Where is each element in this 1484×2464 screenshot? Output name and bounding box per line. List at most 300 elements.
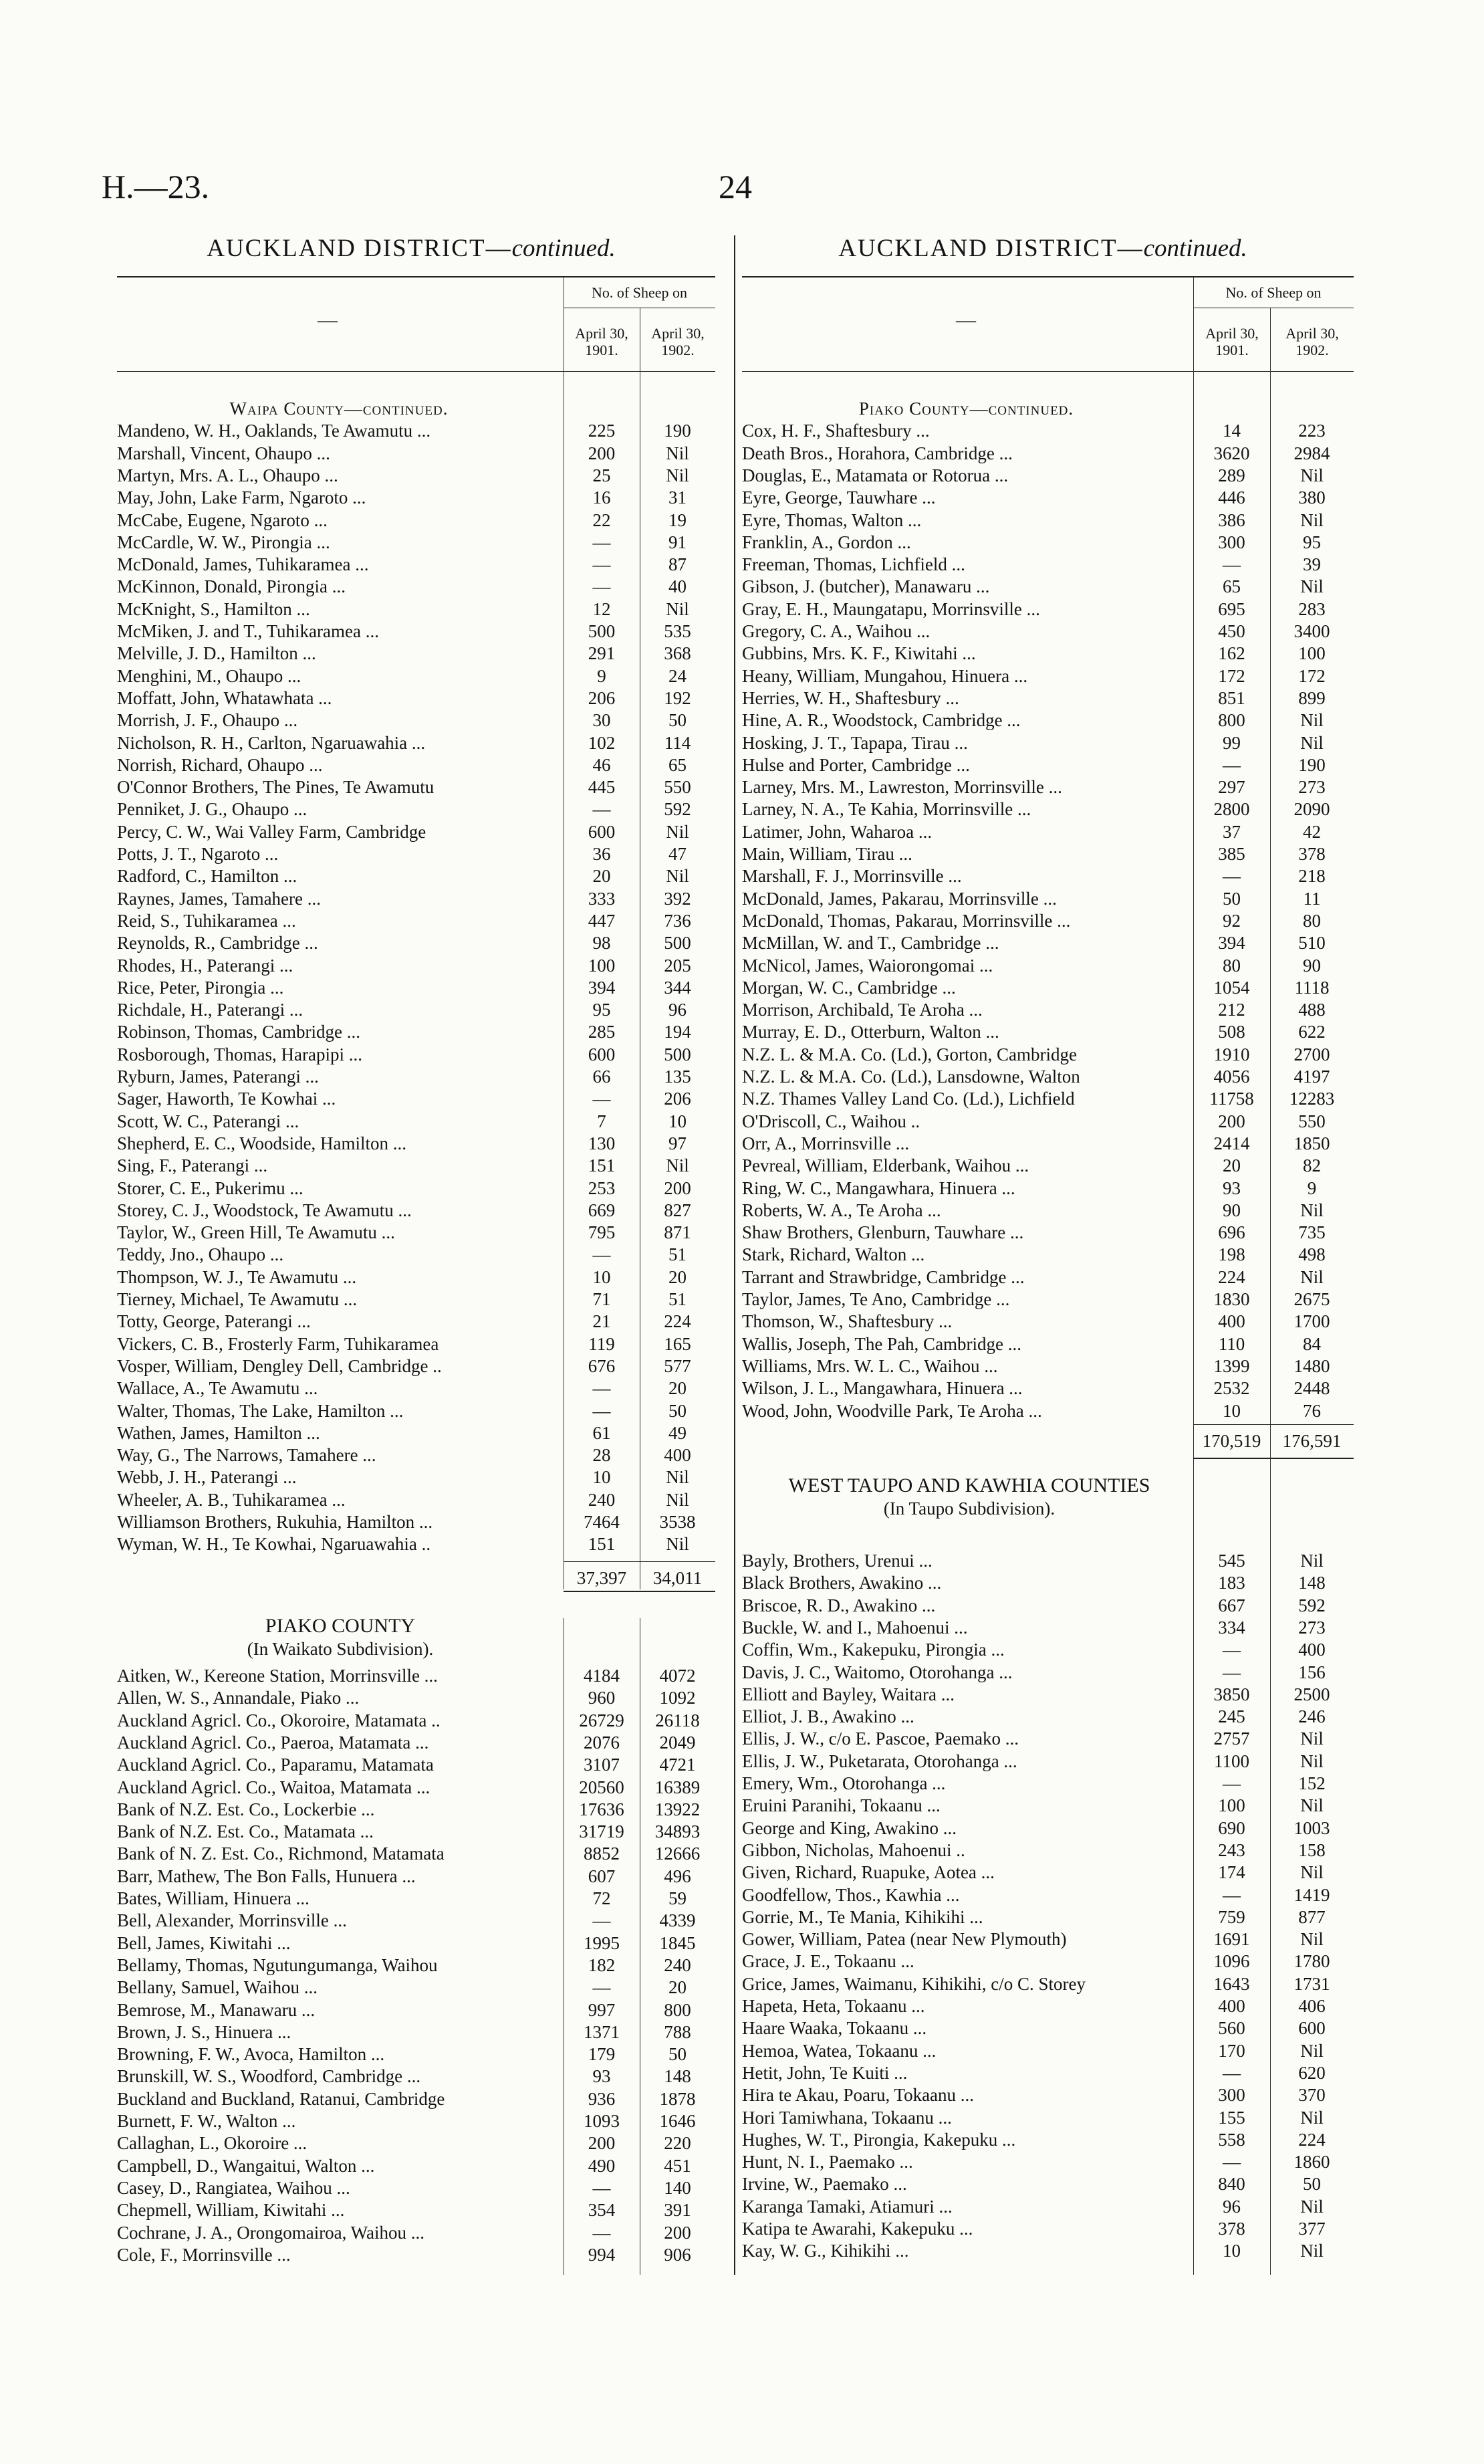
owner-name: Larney, N. A., Te Kahia, Morrinsville ... xyxy=(742,799,1031,820)
table-row xyxy=(742,687,1354,709)
owner-name: Thomson, W., Shaftesbury ... xyxy=(742,1311,953,1332)
sheep-count-1901: 960 xyxy=(588,1688,616,1708)
owner-name: Hulse and Porter, Cambridge ... xyxy=(742,754,970,775)
owner-name: Black Brothers, Awakino ... xyxy=(742,1573,942,1593)
table-row xyxy=(117,1377,715,1399)
sheep-count-1902: 84 xyxy=(1303,1333,1321,1354)
sheep-count-1901: — xyxy=(592,2177,611,2198)
table-row xyxy=(742,1817,1354,1839)
table-row xyxy=(742,1244,1354,1266)
left-head-bottom-rule xyxy=(117,371,715,372)
owner-name: Burnett, F. W., Walton ... xyxy=(117,2111,296,2131)
west-taupo-heading xyxy=(769,1474,1170,1520)
table-row xyxy=(742,821,1354,843)
left-total-1902: 34,011 xyxy=(652,1568,703,1588)
table-row xyxy=(742,1639,1354,1661)
sheep-count-1901: 334 xyxy=(1218,1617,1245,1638)
sheep-count-1902: 246 xyxy=(1298,1706,1326,1727)
sheep-count-1901: — xyxy=(1223,866,1241,887)
table-row xyxy=(742,487,1354,509)
right-head-bottom-rule xyxy=(742,371,1354,372)
table-row xyxy=(117,576,715,598)
left-total-rule-top xyxy=(564,1561,715,1562)
sheep-count-1902: Nil xyxy=(666,465,689,485)
sheep-count-1902: Nil xyxy=(1300,1751,1324,1771)
sheep-count-1901: 71 xyxy=(592,1289,611,1309)
owner-name: Vosper, William, Dengley Dell, Cambridge .. xyxy=(117,1355,442,1376)
sheep-count-1901: 3620 xyxy=(1213,443,1250,463)
sheep-count-1902: 1700 xyxy=(1293,1311,1330,1332)
owner-name: Irvine, W., Paemako ... xyxy=(742,2174,907,2195)
sheep-count-1901: 994 xyxy=(588,2244,616,2265)
sheep-count-1902: Nil xyxy=(1300,576,1324,597)
sheep-count-1902: 223 xyxy=(1298,421,1326,441)
table-row xyxy=(117,420,715,442)
table-row xyxy=(742,1728,1354,1750)
table-row xyxy=(117,1754,715,1776)
sheep-count-1902: Nil xyxy=(1300,1862,1324,1883)
sheep-count-1901: — xyxy=(1223,1640,1241,1660)
sheep-count-1901: 2800 xyxy=(1213,799,1250,820)
owner-name: Buckland and Buckland, Ratanui, Cambridge xyxy=(117,2088,445,2109)
table-row xyxy=(742,2173,1354,2195)
owner-name: Radford, C., Hamilton ... xyxy=(117,866,297,887)
sheep-count-1902: 592 xyxy=(1298,1595,1326,1615)
right-head-1901: April 30, 1901. xyxy=(1205,325,1259,358)
owner-name: Gibson, J. (butcher), Manawaru ... xyxy=(742,576,990,597)
table-row xyxy=(742,2151,1354,2173)
owner-name: Williamson Brothers, Rukuhia, Hamilton ... xyxy=(117,1512,433,1532)
sheep-count-1901: 1691 xyxy=(1213,1929,1250,1950)
sheep-count-1902: Nil xyxy=(1300,2107,1324,2128)
sheep-count-1901: 450 xyxy=(1218,621,1245,641)
owner-name: Menghini, M., Ohaupo ... xyxy=(117,665,301,686)
sheep-count-1902: 172 xyxy=(1298,665,1326,686)
sheep-count-1902: 877 xyxy=(1298,1906,1326,1927)
sheep-count-1902: 97 xyxy=(668,1133,687,1153)
sheep-count-1902: 20 xyxy=(668,1378,687,1399)
sheep-count-1901: 240 xyxy=(588,1489,616,1510)
sheep-count-1902: 1003 xyxy=(1293,1817,1330,1838)
owner-name: Tierney, Michael, Te Awamutu ... xyxy=(117,1289,358,1309)
sheep-count-1901: 446 xyxy=(1218,487,1245,508)
owner-name: Shaw Brothers, Glenburn, Tauwhare ... xyxy=(742,1222,1024,1243)
piako-county-heading xyxy=(117,1615,564,1660)
table-row xyxy=(117,1111,715,1133)
owner-name: Shepherd, E. C., Woodside, Hamilton ... xyxy=(117,1133,407,1153)
piako-county-subtitle: (In Waikato Subdivision). xyxy=(247,1639,434,1659)
owner-name: Ellis, J. W., Puketarata, Otorohanga ... xyxy=(742,1751,1017,1771)
sheep-count-1901: 20 xyxy=(592,866,611,887)
table-row xyxy=(117,1866,715,1888)
sheep-count-1902: 16389 xyxy=(654,1777,701,1797)
sheep-count-1901: 80 xyxy=(1223,955,1241,976)
owner-name: Brunskill, W. S., Woodford, Cambridge ... xyxy=(117,2066,421,2087)
table-row xyxy=(117,1355,715,1377)
table-row xyxy=(117,1466,715,1488)
sheep-count-1902: 2049 xyxy=(659,1732,696,1753)
sheep-count-1902: 224 xyxy=(1298,2129,1326,2150)
sheep-count-1901: 200 xyxy=(588,2133,616,2154)
table-row xyxy=(117,1021,715,1043)
table-row xyxy=(117,2043,715,2065)
sheep-count-1902: 550 xyxy=(1298,1111,1326,1131)
owner-name: Hemoa, Watea, Tokaanu ... xyxy=(742,2040,937,2061)
sheep-count-1902: 344 xyxy=(664,977,691,998)
table-row xyxy=(117,1710,715,1732)
sheep-count-1901: 1399 xyxy=(1213,1355,1250,1376)
sheep-count-1901: 20 xyxy=(1223,1155,1241,1176)
table-row xyxy=(742,2240,1354,2262)
right-total-1902: 176,591 xyxy=(1282,1431,1342,1451)
sheep-count-1901: 100 xyxy=(1218,1795,1245,1816)
owner-name: Potts, J. T., Ngaroto ... xyxy=(117,844,279,864)
owner-name: Karanga Tamaki, Atiamuri ... xyxy=(742,2196,953,2217)
owner-name: Wood, John, Woodville Park, Te Aroha ... xyxy=(742,1400,1042,1421)
sheep-count-1902: 156 xyxy=(1298,1662,1326,1682)
owner-name: Williams, Mrs. W. L. C., Waihou ... xyxy=(742,1355,998,1376)
sheep-count-1901: 300 xyxy=(1218,532,1245,552)
sheep-count-1902: 380 xyxy=(1298,487,1326,508)
owner-name: McKnight, S., Hamilton ... xyxy=(117,598,310,619)
sheep-count-1902: 827 xyxy=(664,1200,691,1220)
table-row xyxy=(117,1665,715,1687)
table-row xyxy=(117,1266,715,1289)
table-row xyxy=(117,2244,715,2266)
left-title-main: AUCKLAND DISTRICT— xyxy=(207,235,512,262)
sheep-count-1901: 600 xyxy=(588,821,616,842)
table-row xyxy=(742,1377,1354,1399)
left-total-1901: 37,397 xyxy=(576,1568,627,1588)
sheep-count-1901: 378 xyxy=(1218,2219,1245,2239)
right-total-rule-top xyxy=(1193,1424,1354,1425)
owner-name: Teddy, Jno., Ohaupo ... xyxy=(117,1244,284,1265)
owner-name: Callaghan, L., Okoroire ... xyxy=(117,2133,307,2154)
table-row xyxy=(742,1973,1354,1995)
left-head-1901: April 30, 1901. xyxy=(575,325,628,358)
owner-name: Emery, Wm., Otorohanga ... xyxy=(742,1773,946,1793)
sheep-count-1902: 96 xyxy=(668,1000,687,1020)
owner-name: Bank of N. Z. Est. Co., Richmond, Matamata xyxy=(117,1843,445,1864)
owner-name: Scott, W. C., Paterangi ... xyxy=(117,1111,299,1131)
owner-name: Martyn, Mrs. A. L., Ohaupo ... xyxy=(117,465,338,485)
sheep-count-1902: 4197 xyxy=(1293,1067,1330,1087)
table-row xyxy=(742,2040,1354,2062)
sheep-count-1901: 17636 xyxy=(579,1799,624,1819)
owner-name: Auckland Agricl. Co., Waitoa, Matamata ... xyxy=(117,1777,430,1797)
sheep-count-1901: 297 xyxy=(1218,777,1245,798)
right-entries-2 xyxy=(742,1550,1354,2272)
sheep-count-1902: 190 xyxy=(664,421,691,441)
sheep-count-1901: 65 xyxy=(1223,576,1241,597)
table-row xyxy=(742,2062,1354,2084)
table-row xyxy=(742,955,1354,977)
owner-name: Grice, James, Waimanu, Kihikihi, c/o C. Storey xyxy=(742,1973,1086,1994)
sheep-count-1901: 10 xyxy=(592,1266,611,1287)
table-row xyxy=(117,532,715,554)
table-row xyxy=(117,687,715,709)
sheep-count-1902: 3400 xyxy=(1293,621,1330,641)
table-row xyxy=(742,1066,1354,1088)
owner-name: Goodfellow, Thos., Kawhia ... xyxy=(742,1884,960,1905)
sheep-count-1902: Nil xyxy=(1300,1266,1324,1287)
sheep-count-1901: 1995 xyxy=(584,1932,620,1953)
table-row xyxy=(742,1617,1354,1639)
sheep-count-1901: 72 xyxy=(592,1888,611,1908)
sheep-count-1902: 283 xyxy=(1298,598,1326,619)
sheep-count-1902: 224 xyxy=(664,1311,691,1332)
sheep-count-1901: 2532 xyxy=(1213,1378,1250,1399)
owner-name: Campbell, D., Wangaitui, Walton ... xyxy=(117,2155,375,2176)
sheep-count-1902: 24 xyxy=(668,665,687,686)
owner-name: Hira te Akau, Poaru, Tokaanu ... xyxy=(742,2085,975,2106)
table-row xyxy=(742,910,1354,932)
sheep-count-1902: 50 xyxy=(668,710,687,731)
owner-name: Herries, W. H., Shaftesbury ... xyxy=(742,687,959,708)
sheep-count-1901: 560 xyxy=(1218,2018,1245,2039)
section-heading: Piako County—continued. xyxy=(858,399,1074,419)
sheep-count-1902: 451 xyxy=(664,2155,691,2176)
sheep-count-1901: — xyxy=(592,1910,611,1931)
table-row xyxy=(742,1289,1354,1311)
sheep-count-1902: 65 xyxy=(668,754,687,775)
sheep-count-1902: 50 xyxy=(668,1400,687,1421)
table-row xyxy=(117,1489,715,1511)
sheep-count-1901: 300 xyxy=(1218,2085,1245,2106)
sheep-count-1902: 100 xyxy=(1298,643,1326,664)
table-row xyxy=(742,1928,1354,1950)
table-row xyxy=(742,2084,1354,2106)
owner-name: Wallace, A., Te Awamutu ... xyxy=(117,1378,318,1399)
table-row xyxy=(117,1178,715,1200)
sheep-count-1902: Nil xyxy=(1300,465,1324,485)
sheep-count-1902: 788 xyxy=(664,2021,691,2042)
owner-name: Cochrane, J. A., Orongomairoa, Waihou ... xyxy=(117,2222,424,2243)
table-row xyxy=(742,420,1354,442)
sheep-count-1901: 400 xyxy=(1218,1311,1245,1332)
sheep-count-1901: 607 xyxy=(588,1866,616,1886)
table-row xyxy=(117,821,715,843)
sheep-count-1902: 592 xyxy=(664,799,691,820)
sheep-count-1901: 200 xyxy=(1218,1111,1245,1131)
sheep-count-1901: 21 xyxy=(592,1311,611,1332)
table-row xyxy=(742,1044,1354,1066)
sheep-count-1901: 1054 xyxy=(1213,977,1250,998)
owner-name: Ryburn, James, Paterangi ... xyxy=(117,1067,319,1087)
table-row xyxy=(117,1999,715,2021)
right-table-top-rule xyxy=(742,276,1354,277)
sheep-count-1901: 676 xyxy=(588,1355,616,1376)
sheep-count-1901: — xyxy=(592,1244,611,1265)
right-total-1901: 170,519 xyxy=(1202,1431,1261,1451)
table-row xyxy=(117,1444,715,1466)
owner-name: Bell, James, Kiwitahi ... xyxy=(117,1932,291,1953)
owner-name: Gubbins, Mrs. K. F., Kiwitahi ... xyxy=(742,643,976,664)
owner-name: Tarrant and Strawbridge, Cambridge ... xyxy=(742,1266,1025,1287)
owner-name: Raynes, James, Tamahere ... xyxy=(117,888,322,909)
sheep-count-1902: Nil xyxy=(1300,2040,1324,2061)
sheep-count-1902: Nil xyxy=(1300,2196,1324,2217)
sheep-count-1901: 151 xyxy=(588,1534,616,1555)
table-row xyxy=(742,798,1354,820)
owner-name: Wyman, W. H., Te Kowhai, Ngaruawahia .. xyxy=(117,1534,431,1555)
owner-name: Eruini Paranihi, Tokaanu ... xyxy=(742,1795,941,1816)
owner-name: Storer, C. E., Pukerimu ... xyxy=(117,1178,303,1198)
sheep-count-1902: 2500 xyxy=(1293,1684,1330,1704)
sheep-count-1901: — xyxy=(592,532,611,552)
sheep-count-1902: 496 xyxy=(664,1866,691,1886)
table-row xyxy=(117,1422,715,1444)
table-row xyxy=(742,1906,1354,1928)
sheep-count-1902: 31 xyxy=(668,487,687,508)
sheep-count-1902: 51 xyxy=(668,1244,687,1265)
owner-name: Wathen, James, Hamilton ... xyxy=(117,1422,320,1443)
table-row xyxy=(117,2088,715,2110)
table-row xyxy=(117,1954,715,1977)
right-head-1902: April 30, 1902. xyxy=(1285,325,1339,358)
table-row xyxy=(742,1839,1354,1862)
owner-name: May, John, Lake Farm, Ngaroto ... xyxy=(117,487,366,508)
sheep-count-1902: 498 xyxy=(1298,1244,1326,1265)
table-row xyxy=(117,1888,715,1910)
owner-name: Melville, J. D., Hamilton ... xyxy=(117,643,316,664)
sheep-count-1902: 140 xyxy=(664,2177,691,2198)
sheep-count-1902: 50 xyxy=(668,2044,687,2065)
owner-name: Bellamy, Thomas, Ngutungumanga, Waihou xyxy=(117,1954,438,1975)
sheep-count-1901: 11758 xyxy=(1209,1089,1254,1109)
sheep-count-1902: 4072 xyxy=(659,1666,696,1686)
right-entries xyxy=(742,398,1354,1428)
table-row xyxy=(117,843,715,865)
table-row xyxy=(117,1843,715,1865)
owner-name: Orr, A., Morrinsville ... xyxy=(742,1133,910,1153)
sheep-count-1901: 100 xyxy=(588,955,616,976)
owner-name: Taylor, James, Te Ano, Cambridge ... xyxy=(742,1289,1010,1309)
owner-name: Robinson, Thomas, Cambridge ... xyxy=(117,1022,360,1042)
owner-name: McDonald, Thomas, Pakarau, Morrinsville ... xyxy=(742,910,1071,931)
sheep-count-1902: 9 xyxy=(1307,1178,1317,1198)
sheep-count-1901: 90 xyxy=(1223,1200,1241,1220)
sheep-count-1901: 800 xyxy=(1218,710,1245,731)
owner-name: Hori Tamiwhana, Tokaanu ... xyxy=(742,2107,952,2128)
sheep-count-1902: Nil xyxy=(666,1155,689,1176)
sheep-count-1901: 394 xyxy=(1218,933,1245,954)
sheep-count-1901: 690 xyxy=(1218,1817,1245,1838)
owner-name: Thompson, W. J., Te Awamutu ... xyxy=(117,1266,357,1287)
sheep-count-1901: 30 xyxy=(592,710,611,731)
sheep-count-1901: 25 xyxy=(592,465,611,485)
sheep-count-1902: Nil xyxy=(1300,1728,1324,1749)
sheep-count-1901: 162 xyxy=(1218,643,1245,664)
sheep-count-1901: 558 xyxy=(1218,2129,1245,2150)
sheep-count-1901: 155 xyxy=(1218,2107,1245,2128)
owner-name: Morrison, Archibald, Te Aroha ... xyxy=(742,1000,983,1020)
sheep-count-1901: 2076 xyxy=(584,1732,620,1753)
sheep-count-1902: 91 xyxy=(668,532,687,552)
sheep-count-1901: 1371 xyxy=(584,2021,620,2042)
table-row xyxy=(742,1088,1354,1110)
table-row xyxy=(742,977,1354,999)
table-row xyxy=(117,2222,715,2244)
sheep-count-1901: 66 xyxy=(592,1067,611,1087)
owner-name: Auckland Agricl. Co., Okoroire, Matamata .. xyxy=(117,1710,441,1730)
sheep-count-1902: 2448 xyxy=(1293,1378,1330,1399)
table-row xyxy=(117,1289,715,1311)
sheep-count-1901: — xyxy=(1223,1662,1241,1682)
sheep-count-1901: 12 xyxy=(592,598,611,619)
owner-name: Webb, J. H., Paterangi ... xyxy=(117,1467,297,1488)
owner-name: Casey, D., Rangiatea, Waihou ... xyxy=(117,2177,350,2198)
left-column-title xyxy=(117,234,705,263)
sheep-count-1901: 224 xyxy=(1218,1266,1245,1287)
sheep-count-1901: 179 xyxy=(588,2044,616,2065)
table-row xyxy=(117,1910,715,1932)
table-row xyxy=(117,709,715,732)
table-row xyxy=(117,465,715,487)
sheep-count-1902: 500 xyxy=(664,1044,691,1065)
table-row xyxy=(117,2199,715,2221)
sheep-count-1902: 165 xyxy=(664,1333,691,1354)
table-row xyxy=(742,1950,1354,1973)
owner-name: Vickers, C. B., Frosterly Farm, Tuhikaramea xyxy=(117,1333,439,1354)
sheep-count-1901: 840 xyxy=(1218,2174,1245,2195)
sheep-count-1902: Nil xyxy=(1300,510,1324,530)
sheep-count-1901: 110 xyxy=(1218,1333,1245,1354)
table-row xyxy=(117,1687,715,1709)
sheep-count-1902: 114 xyxy=(664,732,691,753)
owner-name: Murray, E. D., Otterburn, Walton ... xyxy=(742,1022,999,1042)
owner-name: McCabe, Eugene, Ngaroto ... xyxy=(117,510,328,530)
sheep-count-1901: 669 xyxy=(588,1200,616,1220)
owner-name: Given, Richard, Ruapuke, Aotea ... xyxy=(742,1862,995,1883)
owner-name: Hosking, J. T., Tapapa, Tirau ... xyxy=(742,732,968,753)
sheep-count-1901: 16 xyxy=(592,487,611,508)
sheep-count-1902: Nil xyxy=(666,443,689,463)
table-row xyxy=(742,443,1354,465)
table-row xyxy=(117,1533,715,1555)
sheep-count-1901: 98 xyxy=(592,933,611,954)
sheep-count-1902: 218 xyxy=(1298,866,1326,887)
table-row xyxy=(742,2017,1354,2039)
table-row xyxy=(117,1133,715,1155)
sheep-count-1901: 119 xyxy=(588,1333,615,1354)
sheep-count-1902: 4339 xyxy=(659,1910,696,1931)
sheep-count-1902: 1860 xyxy=(1293,2152,1330,2172)
table-row xyxy=(742,1021,1354,1043)
table-row xyxy=(742,1572,1354,1594)
sheep-count-1901: 183 xyxy=(1218,1573,1245,1593)
sheep-count-1902: 500 xyxy=(664,933,691,954)
table-row xyxy=(117,1732,715,1754)
owner-name: McDonald, James, Pakarau, Morrinsville ... xyxy=(742,888,1057,909)
left-entries-2 xyxy=(117,1665,715,2267)
owner-name: Death Bros., Horahora, Cambridge ... xyxy=(742,443,1013,463)
owner-name: N.Z. Thames Valley Land Co. (Ld.), Lichfield xyxy=(742,1089,1075,1109)
table-row xyxy=(117,2132,715,2154)
table-row xyxy=(742,1550,1354,1572)
sheep-count-1901: 36 xyxy=(592,844,611,864)
owner-name: Eyre, George, Tauwhare ... xyxy=(742,487,936,508)
sheep-count-1901: 174 xyxy=(1218,1862,1245,1883)
owner-name: Rosborough, Thomas, Harapipi ... xyxy=(117,1044,362,1065)
table-row xyxy=(117,1777,715,1799)
sheep-count-1901: 2414 xyxy=(1213,1133,1250,1153)
sheep-count-1902: 4721 xyxy=(659,1755,696,1775)
table-row xyxy=(742,1266,1354,1289)
sheep-count-1901: — xyxy=(592,1400,611,1421)
sheep-count-1902: 42 xyxy=(1303,821,1321,842)
sheep-count-1901: — xyxy=(592,554,611,575)
